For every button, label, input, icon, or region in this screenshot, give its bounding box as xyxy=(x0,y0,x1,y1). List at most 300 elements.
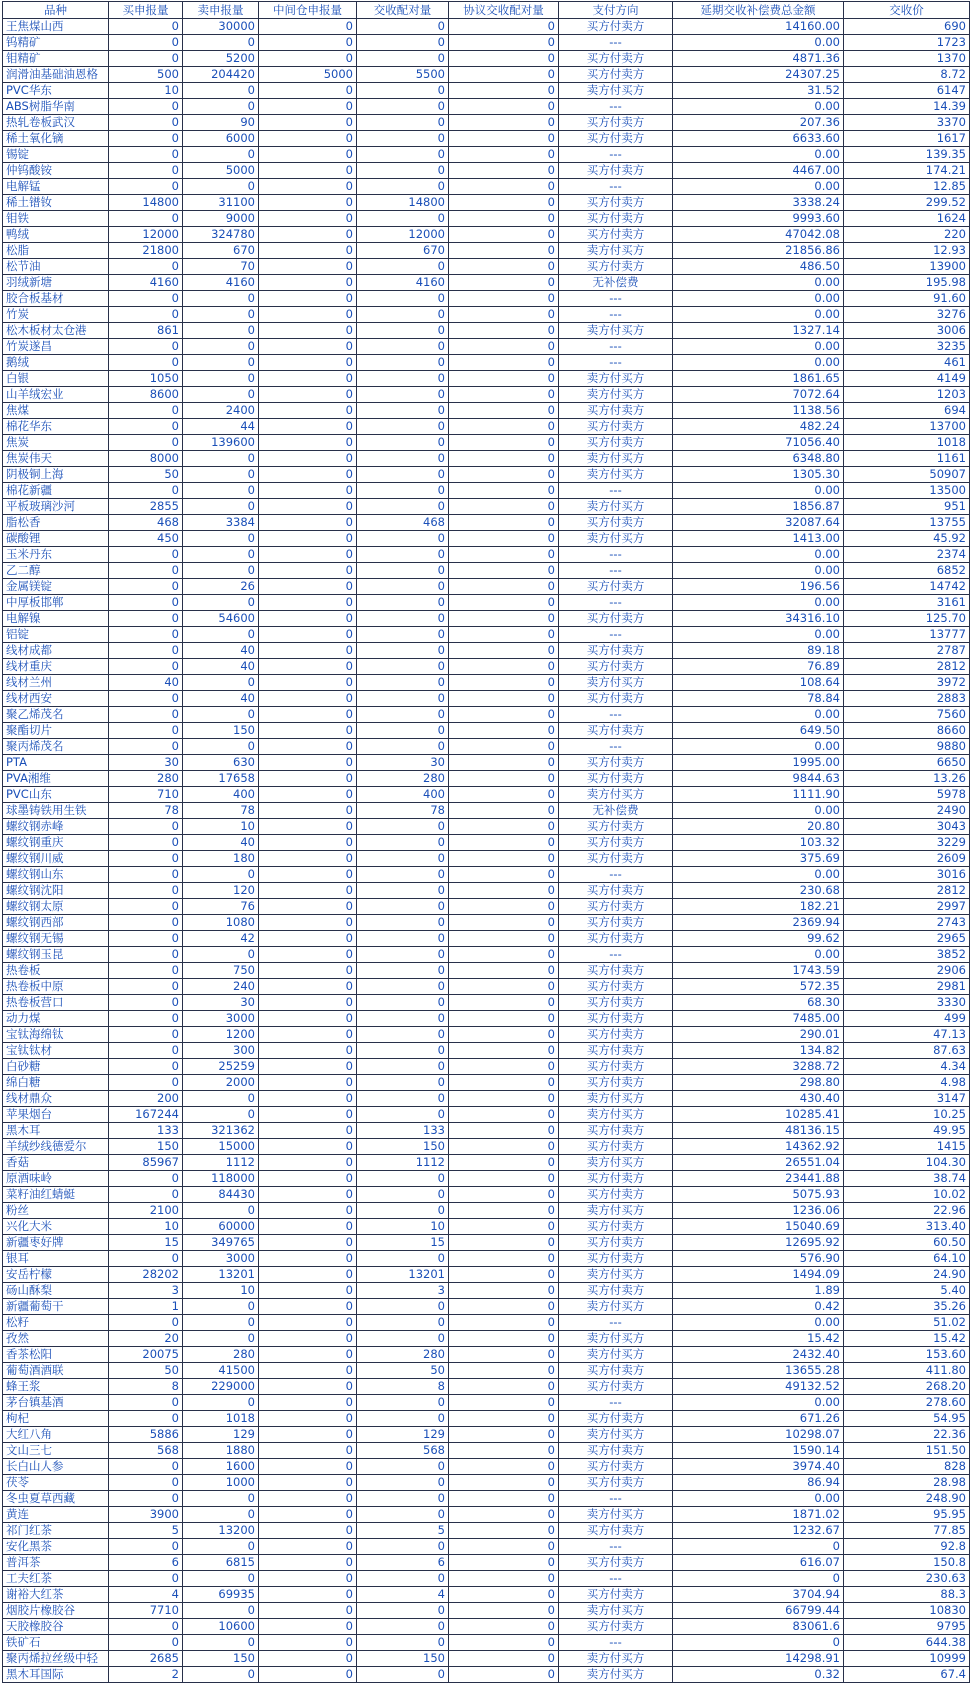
table-row xyxy=(3,1555,970,1571)
agreement-match-qty-cell: 0 xyxy=(449,307,559,323)
compensation-total-cell: 10285.41 xyxy=(673,1107,844,1123)
variety-cell: 天胶橡胶谷 xyxy=(3,1619,109,1635)
match-qty-cell: 78 xyxy=(357,803,449,819)
variety-cell: 山羊绒宏业 xyxy=(3,387,109,403)
pay-direction-cell: 买方付卖方 xyxy=(559,163,673,179)
settle-price-cell: 6147 xyxy=(844,83,970,99)
table-row xyxy=(3,691,970,707)
agreement-match-qty-cell: 0 xyxy=(449,931,559,947)
pay-direction-cell: 买方付卖方 xyxy=(559,835,673,851)
settle-price-cell: 88.3 xyxy=(844,1587,970,1603)
pay-direction-cell: --- xyxy=(559,147,673,163)
pay-direction-cell: 买方付卖方 xyxy=(559,1523,673,1539)
mid-warehouse-qty-cell: 0 xyxy=(259,403,357,419)
agreement-match-qty-cell: 0 xyxy=(449,1459,559,1475)
match-qty-cell: 0 xyxy=(357,483,449,499)
table-row xyxy=(3,1235,970,1251)
settle-price-cell: 14742 xyxy=(844,579,970,595)
mid-warehouse-qty-cell: 0 xyxy=(259,739,357,755)
compensation-total-cell: 1494.09 xyxy=(673,1267,844,1283)
table-row xyxy=(3,643,970,659)
sell-qty-cell: 40 xyxy=(183,659,259,675)
match-qty-cell: 0 xyxy=(357,435,449,451)
mid-warehouse-qty-cell: 0 xyxy=(259,1491,357,1507)
agreement-match-qty-cell: 0 xyxy=(449,1219,559,1235)
table-row xyxy=(3,211,970,227)
sell-qty-cell: 0 xyxy=(183,291,259,307)
variety-cell: PTA xyxy=(3,755,109,771)
table-row xyxy=(3,1523,970,1539)
buy-qty-cell: 2100 xyxy=(109,1203,183,1219)
compensation-total-cell: 576.90 xyxy=(673,1251,844,1267)
settle-price-cell: 3852 xyxy=(844,947,970,963)
settle-price-cell: 104.30 xyxy=(844,1155,970,1171)
table-row xyxy=(3,1299,970,1315)
table-row xyxy=(3,147,970,163)
compensation-total-cell: 182.21 xyxy=(673,899,844,915)
match-qty-cell: 0 xyxy=(357,1459,449,1475)
mid-warehouse-qty-cell: 0 xyxy=(259,1027,357,1043)
settle-price-cell: 9795 xyxy=(844,1619,970,1635)
agreement-match-qty-cell: 0 xyxy=(449,1155,559,1171)
settle-price-cell: 13700 xyxy=(844,419,970,435)
agreement-match-qty-cell: 0 xyxy=(449,611,559,627)
agreement-match-qty-cell: 0 xyxy=(449,803,559,819)
match-qty-cell: 0 xyxy=(357,1059,449,1075)
agreement-match-qty-cell: 0 xyxy=(449,723,559,739)
table-row xyxy=(3,51,970,67)
agreement-match-qty-cell: 0 xyxy=(449,1619,559,1635)
mid-warehouse-qty-cell: 0 xyxy=(259,323,357,339)
buy-qty-cell: 10 xyxy=(109,83,183,99)
table-row xyxy=(3,323,970,339)
sell-qty-cell: 0 xyxy=(183,1571,259,1587)
settle-price-cell: 8.72 xyxy=(844,67,970,83)
variety-cell: 玉米丹东 xyxy=(3,547,109,563)
settle-price-cell: 22.96 xyxy=(844,1203,970,1219)
sell-qty-cell: 0 xyxy=(183,1491,259,1507)
match-qty-cell: 3 xyxy=(357,1283,449,1299)
variety-cell: 螺纹钢玉昆 xyxy=(3,947,109,963)
sell-qty-cell: 0 xyxy=(183,467,259,483)
match-qty-cell: 150 xyxy=(357,1139,449,1155)
buy-qty-cell: 0 xyxy=(109,739,183,755)
match-qty-cell: 0 xyxy=(357,915,449,931)
pay-direction-cell: 卖方付买方 xyxy=(559,323,673,339)
sell-qty-cell: 229000 xyxy=(183,1379,259,1395)
match-qty-cell: 0 xyxy=(357,291,449,307)
mid-warehouse-qty-cell: 0 xyxy=(259,275,357,291)
variety-cell: 新疆枣好牌 xyxy=(3,1235,109,1251)
compensation-total-cell: 0.00 xyxy=(673,547,844,563)
sell-qty-cell: 300 xyxy=(183,1043,259,1059)
pay-direction-cell: 买方付卖方 xyxy=(559,403,673,419)
compensation-total-cell: 230.68 xyxy=(673,883,844,899)
variety-cell: 普洱茶 xyxy=(3,1555,109,1571)
agreement-match-qty-cell: 0 xyxy=(449,1635,559,1651)
sell-qty-cell: 1600 xyxy=(183,1459,259,1475)
match-qty-cell: 0 xyxy=(357,675,449,691)
mid-warehouse-qty-cell: 5000 xyxy=(259,67,357,83)
agreement-match-qty-cell: 0 xyxy=(449,179,559,195)
buy-qty-cell: 0 xyxy=(109,1027,183,1043)
match-qty-cell: 0 xyxy=(357,1635,449,1651)
mid-warehouse-qty-cell: 0 xyxy=(259,659,357,675)
agreement-match-qty-cell: 0 xyxy=(449,707,559,723)
table-row xyxy=(3,1395,970,1411)
sell-qty-cell: 324780 xyxy=(183,227,259,243)
settle-price-cell: 2812 xyxy=(844,883,970,899)
table-row xyxy=(3,1027,970,1043)
sell-qty-cell: 1880 xyxy=(183,1443,259,1459)
pay-direction-cell: 卖方付买方 xyxy=(559,243,673,259)
settlement-table xyxy=(2,1,970,1683)
table-row xyxy=(3,1651,970,1667)
table-row xyxy=(3,1107,970,1123)
match-qty-cell: 0 xyxy=(357,339,449,355)
table-row xyxy=(3,1267,970,1283)
pay-direction-cell: 买方付卖方 xyxy=(559,19,673,35)
pay-direction-cell: 买方付卖方 xyxy=(559,1283,673,1299)
variety-cell: 焦煤 xyxy=(3,403,109,419)
match-qty-cell: 0 xyxy=(357,1507,449,1523)
compensation-total-cell: 0.00 xyxy=(673,355,844,371)
variety-cell: 螺纹钢西部 xyxy=(3,915,109,931)
sell-qty-cell: 0 xyxy=(183,1539,259,1555)
buy-qty-cell: 0 xyxy=(109,339,183,355)
compensation-total-cell: 0.00 xyxy=(673,99,844,115)
match-qty-cell: 0 xyxy=(357,723,449,739)
mid-warehouse-qty-cell: 0 xyxy=(259,1219,357,1235)
variety-cell: 王焦煤山西 xyxy=(3,19,109,35)
table-row xyxy=(3,1571,970,1587)
pay-direction-cell: 买方付卖方 xyxy=(559,1123,673,1139)
agreement-match-qty-cell: 0 xyxy=(449,131,559,147)
compensation-total-cell: 6348.80 xyxy=(673,451,844,467)
pay-direction-cell: --- xyxy=(559,739,673,755)
sell-qty-cell: 0 xyxy=(183,1507,259,1523)
settle-price-cell: 1723 xyxy=(844,35,970,51)
pay-direction-cell: --- xyxy=(559,1635,673,1651)
settle-price-cell: 15.42 xyxy=(844,1331,970,1347)
mid-warehouse-qty-cell: 0 xyxy=(259,1203,357,1219)
sell-qty-cell: 13201 xyxy=(183,1267,259,1283)
sell-qty-cell: 78 xyxy=(183,803,259,819)
match-qty-cell: 0 xyxy=(357,1475,449,1491)
mid-warehouse-qty-cell: 0 xyxy=(259,1075,357,1091)
settle-price-cell: 268.20 xyxy=(844,1379,970,1395)
variety-cell: 钼精矿 xyxy=(3,51,109,67)
settle-price-cell: 2812 xyxy=(844,659,970,675)
table-row xyxy=(3,803,970,819)
table-row xyxy=(3,115,970,131)
variety-cell: 焦炭 xyxy=(3,435,109,451)
compensation-total-cell: 572.35 xyxy=(673,979,844,995)
pay-direction-cell: --- xyxy=(559,483,673,499)
pay-direction-cell: 卖方付买方 xyxy=(559,1603,673,1619)
settle-price-cell: 2743 xyxy=(844,915,970,931)
mid-warehouse-qty-cell: 0 xyxy=(259,1011,357,1027)
settle-price-cell: 2787 xyxy=(844,643,970,659)
table-row xyxy=(3,531,970,547)
compensation-total-cell: 1871.02 xyxy=(673,1507,844,1523)
variety-cell: 兴化大米 xyxy=(3,1219,109,1235)
buy-qty-cell: 1050 xyxy=(109,371,183,387)
table-row xyxy=(3,451,970,467)
buy-qty-cell: 0 xyxy=(109,1315,183,1331)
variety-cell: 钼铁 xyxy=(3,211,109,227)
agreement-match-qty-cell: 0 xyxy=(449,19,559,35)
agreement-match-qty-cell: 0 xyxy=(449,1427,559,1443)
table-row xyxy=(3,403,970,419)
agreement-match-qty-cell: 0 xyxy=(449,1267,559,1283)
pay-direction-cell: 买方付卖方 xyxy=(559,1171,673,1187)
variety-cell: 黑木耳 xyxy=(3,1123,109,1139)
compensation-total-cell: 0.00 xyxy=(673,1395,844,1411)
settle-price-cell: 13755 xyxy=(844,515,970,531)
match-qty-cell: 0 xyxy=(357,883,449,899)
compensation-total-cell: 89.18 xyxy=(673,643,844,659)
variety-cell: 阴极铜上海 xyxy=(3,467,109,483)
table-row xyxy=(3,195,970,211)
agreement-match-qty-cell: 0 xyxy=(449,515,559,531)
mid-warehouse-qty-cell: 0 xyxy=(259,979,357,995)
match-qty-cell: 0 xyxy=(357,99,449,115)
sell-qty-cell: 0 xyxy=(183,387,259,403)
settle-price-cell: 3016 xyxy=(844,867,970,883)
match-qty-cell: 0 xyxy=(357,1603,449,1619)
agreement-match-qty-cell: 0 xyxy=(449,211,559,227)
buy-qty-cell: 0 xyxy=(109,1539,183,1555)
col-header-mid-warehouse-qty: 中间仓申报量 xyxy=(259,2,357,19)
sell-qty-cell: 1112 xyxy=(183,1155,259,1171)
match-qty-cell: 12000 xyxy=(357,227,449,243)
pay-direction-cell: 买方付卖方 xyxy=(559,131,673,147)
compensation-total-cell: 5075.93 xyxy=(673,1187,844,1203)
mid-warehouse-qty-cell: 0 xyxy=(259,51,357,67)
variety-cell: 电解镍 xyxy=(3,611,109,627)
settle-price-cell: 95.95 xyxy=(844,1507,970,1523)
compensation-total-cell: 0.32 xyxy=(673,1667,844,1683)
buy-qty-cell: 0 xyxy=(109,1475,183,1491)
table-row xyxy=(3,1139,970,1155)
agreement-match-qty-cell: 0 xyxy=(449,275,559,291)
mid-warehouse-qty-cell: 0 xyxy=(259,947,357,963)
pay-direction-cell: 买方付卖方 xyxy=(559,899,673,915)
mid-warehouse-qty-cell: 0 xyxy=(259,163,357,179)
variety-cell: ABS树脂华南 xyxy=(3,99,109,115)
buy-qty-cell: 0 xyxy=(109,611,183,627)
pay-direction-cell: 买方付卖方 xyxy=(559,1011,673,1027)
variety-cell: 葡萄酒酒联 xyxy=(3,1363,109,1379)
sell-qty-cell: 2000 xyxy=(183,1075,259,1091)
variety-cell: 白银 xyxy=(3,371,109,387)
settle-price-cell: 35.26 xyxy=(844,1299,970,1315)
pay-direction-cell: 买方付卖方 xyxy=(559,1475,673,1491)
agreement-match-qty-cell: 0 xyxy=(449,1411,559,1427)
buy-qty-cell: 861 xyxy=(109,323,183,339)
settle-price-cell: 3006 xyxy=(844,323,970,339)
sell-qty-cell: 1018 xyxy=(183,1411,259,1427)
mid-warehouse-qty-cell: 0 xyxy=(259,835,357,851)
agreement-match-qty-cell: 0 xyxy=(449,51,559,67)
settle-price-cell: 3330 xyxy=(844,995,970,1011)
compensation-total-cell: 298.80 xyxy=(673,1075,844,1091)
pay-direction-cell: 买方付卖方 xyxy=(559,915,673,931)
variety-cell: 冬虫夏草西藏 xyxy=(3,1491,109,1507)
match-qty-cell: 0 xyxy=(357,1171,449,1187)
pay-direction-cell: 卖方付买方 xyxy=(559,1427,673,1443)
variety-cell: 线材兰州 xyxy=(3,675,109,691)
compensation-total-cell: 0.00 xyxy=(673,739,844,755)
sell-qty-cell: 6815 xyxy=(183,1555,259,1571)
variety-cell: 线材鼎众 xyxy=(3,1091,109,1107)
pay-direction-cell: 买方付卖方 xyxy=(559,1587,673,1603)
match-qty-cell: 0 xyxy=(357,1011,449,1027)
variety-cell: 苹果烟台 xyxy=(3,1107,109,1123)
sell-qty-cell: 0 xyxy=(183,179,259,195)
sell-qty-cell: 26 xyxy=(183,579,259,595)
sell-qty-cell: 280 xyxy=(183,1347,259,1363)
agreement-match-qty-cell: 0 xyxy=(449,1091,559,1107)
agreement-match-qty-cell: 0 xyxy=(449,899,559,915)
sell-qty-cell: 670 xyxy=(183,243,259,259)
agreement-match-qty-cell: 0 xyxy=(449,787,559,803)
agreement-match-qty-cell: 0 xyxy=(449,163,559,179)
mid-warehouse-qty-cell: 0 xyxy=(259,995,357,1011)
settle-price-cell: 24.90 xyxy=(844,1267,970,1283)
pay-direction-cell: 买方付卖方 xyxy=(559,435,673,451)
compensation-total-cell: 0.00 xyxy=(673,595,844,611)
settle-price-cell: 828 xyxy=(844,1459,970,1475)
buy-qty-cell: 0 xyxy=(109,819,183,835)
match-qty-cell: 0 xyxy=(357,35,449,51)
mid-warehouse-qty-cell: 0 xyxy=(259,851,357,867)
buy-qty-cell: 30 xyxy=(109,755,183,771)
buy-qty-cell: 0 xyxy=(109,19,183,35)
settle-price-cell: 54.95 xyxy=(844,1411,970,1427)
match-qty-cell: 0 xyxy=(357,867,449,883)
agreement-match-qty-cell: 0 xyxy=(449,1187,559,1203)
compensation-total-cell: 0.00 xyxy=(673,179,844,195)
settle-price-cell: 4149 xyxy=(844,371,970,387)
settle-price-cell: 60.50 xyxy=(844,1235,970,1251)
match-qty-cell: 0 xyxy=(357,643,449,659)
settle-price-cell: 2997 xyxy=(844,899,970,915)
compensation-total-cell: 4467.00 xyxy=(673,163,844,179)
buy-qty-cell: 0 xyxy=(109,963,183,979)
sell-qty-cell: 321362 xyxy=(183,1123,259,1139)
table-row xyxy=(3,1219,970,1235)
sell-qty-cell: 139600 xyxy=(183,435,259,451)
sell-qty-cell: 6000 xyxy=(183,131,259,147)
settle-price-cell: 13777 xyxy=(844,627,970,643)
table-row xyxy=(3,979,970,995)
compensation-total-cell: 7485.00 xyxy=(673,1011,844,1027)
buy-qty-cell: 0 xyxy=(109,1491,183,1507)
settle-price-cell: 1018 xyxy=(844,435,970,451)
settle-price-cell: 12.93 xyxy=(844,243,970,259)
sell-qty-cell: 0 xyxy=(183,547,259,563)
compensation-total-cell: 49132.52 xyxy=(673,1379,844,1395)
settle-price-cell: 1415 xyxy=(844,1139,970,1155)
match-qty-cell: 0 xyxy=(357,259,449,275)
mid-warehouse-qty-cell: 0 xyxy=(259,467,357,483)
match-qty-cell: 0 xyxy=(357,131,449,147)
mid-warehouse-qty-cell: 0 xyxy=(259,931,357,947)
agreement-match-qty-cell: 0 xyxy=(449,1203,559,1219)
match-qty-cell: 280 xyxy=(357,771,449,787)
pay-direction-cell: 买方付卖方 xyxy=(559,419,673,435)
variety-cell: 蜂王浆 xyxy=(3,1379,109,1395)
mid-warehouse-qty-cell: 0 xyxy=(259,339,357,355)
agreement-match-qty-cell: 0 xyxy=(449,1331,559,1347)
pay-direction-cell: 卖方付买方 xyxy=(559,1651,673,1667)
sell-qty-cell: 4160 xyxy=(183,275,259,291)
sell-qty-cell: 3000 xyxy=(183,1011,259,1027)
match-qty-cell: 0 xyxy=(357,1251,449,1267)
mid-warehouse-qty-cell: 0 xyxy=(259,1539,357,1555)
table-row xyxy=(3,627,970,643)
mid-warehouse-qty-cell: 0 xyxy=(259,211,357,227)
mid-warehouse-qty-cell: 0 xyxy=(259,723,357,739)
mid-warehouse-qty-cell: 0 xyxy=(259,1155,357,1171)
compensation-total-cell: 26551.04 xyxy=(673,1155,844,1171)
compensation-total-cell: 1856.87 xyxy=(673,499,844,515)
compensation-total-cell: 1327.14 xyxy=(673,323,844,339)
settle-price-cell: 47.13 xyxy=(844,1027,970,1043)
sell-qty-cell: 84430 xyxy=(183,1187,259,1203)
compensation-total-cell: 1.89 xyxy=(673,1283,844,1299)
mid-warehouse-qty-cell: 0 xyxy=(259,1059,357,1075)
mid-warehouse-qty-cell: 0 xyxy=(259,595,357,611)
variety-cell: 粉丝 xyxy=(3,1203,109,1219)
pay-direction-cell: 买方付卖方 xyxy=(559,1027,673,1043)
agreement-match-qty-cell: 0 xyxy=(449,1379,559,1395)
mid-warehouse-qty-cell: 0 xyxy=(259,1139,357,1155)
table-row xyxy=(3,467,970,483)
settle-price-cell: 644.38 xyxy=(844,1635,970,1651)
pay-direction-cell: 买方付卖方 xyxy=(559,515,673,531)
pay-direction-cell: 买方付卖方 xyxy=(559,819,673,835)
buy-qty-cell: 0 xyxy=(109,307,183,323)
buy-qty-cell: 0 xyxy=(109,1043,183,1059)
agreement-match-qty-cell: 0 xyxy=(449,83,559,99)
mid-warehouse-qty-cell: 0 xyxy=(259,1267,357,1283)
match-qty-cell: 0 xyxy=(357,451,449,467)
table-row xyxy=(3,547,970,563)
match-qty-cell: 0 xyxy=(357,1571,449,1587)
mid-warehouse-qty-cell: 0 xyxy=(259,579,357,595)
pay-direction-cell: 买方付卖方 xyxy=(559,1619,673,1635)
variety-cell: 砀山酥梨 xyxy=(3,1283,109,1299)
buy-qty-cell: 0 xyxy=(109,211,183,227)
table-row xyxy=(3,995,970,1011)
settle-price-cell: 3972 xyxy=(844,675,970,691)
pay-direction-cell: 买方付卖方 xyxy=(559,1139,673,1155)
settle-price-cell: 67.4 xyxy=(844,1667,970,1683)
table-row xyxy=(3,739,970,755)
table-row xyxy=(3,243,970,259)
table-row xyxy=(3,1155,970,1171)
mid-warehouse-qty-cell: 0 xyxy=(259,83,357,99)
buy-qty-cell: 0 xyxy=(109,899,183,915)
mid-warehouse-qty-cell: 0 xyxy=(259,803,357,819)
table-row xyxy=(3,1203,970,1219)
compensation-total-cell: 0.00 xyxy=(673,1491,844,1507)
agreement-match-qty-cell: 0 xyxy=(449,963,559,979)
buy-qty-cell: 4160 xyxy=(109,275,183,291)
